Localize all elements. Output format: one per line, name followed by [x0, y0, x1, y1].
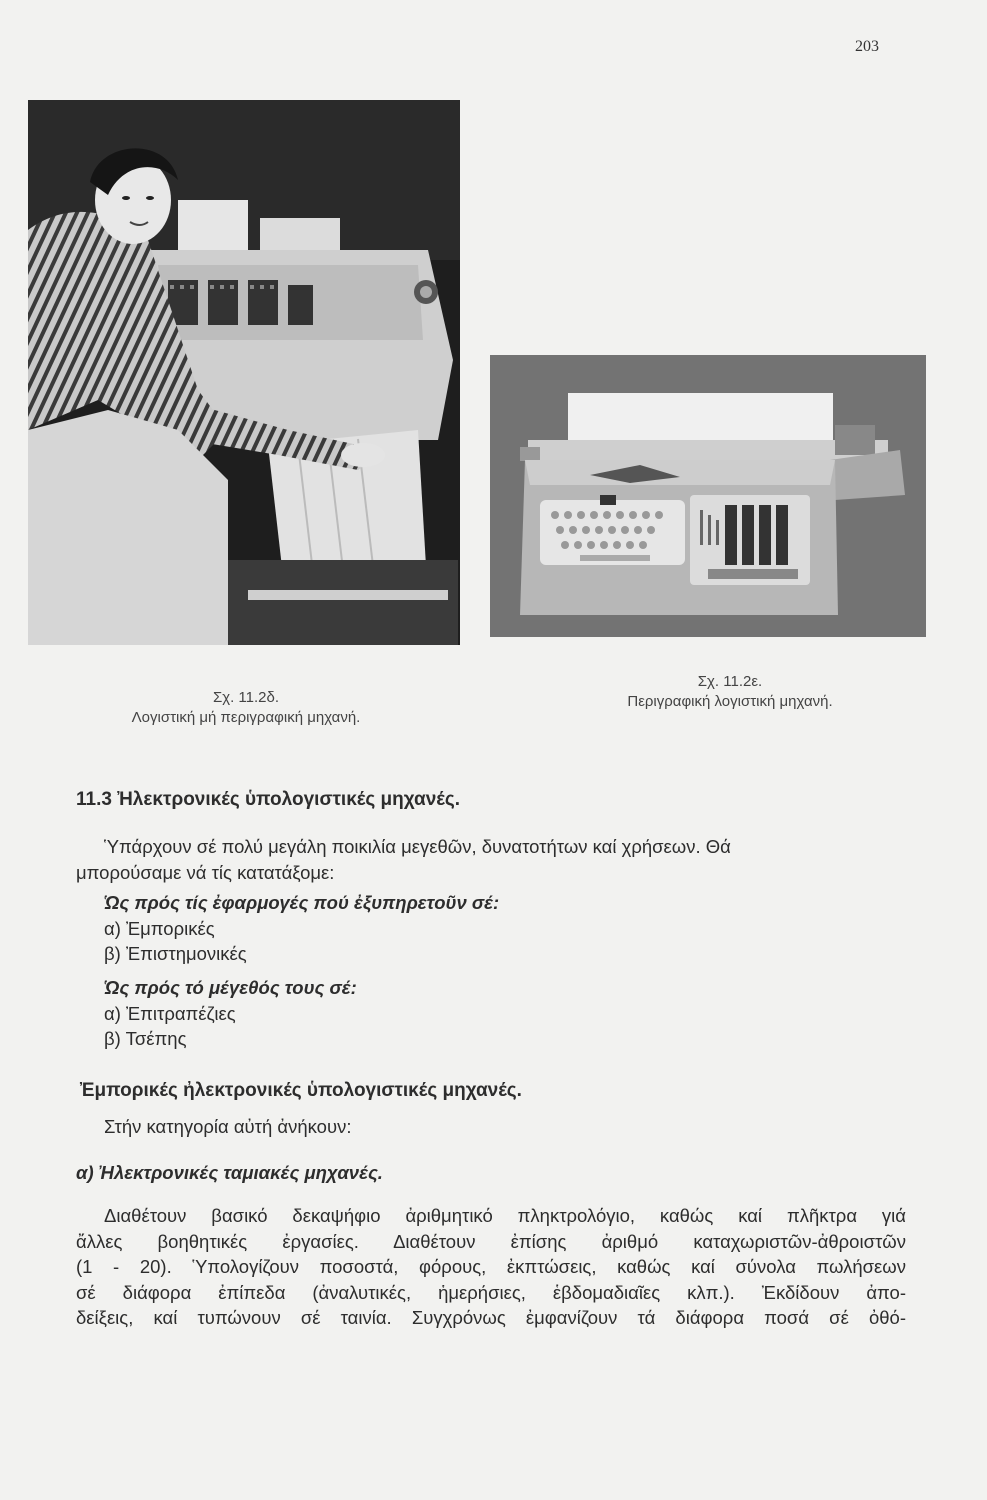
list-item: α) Ἐπιτραπέζιες: [104, 1002, 236, 1024]
section-heading: 11.3 Ἠλεκτρονικές ὑπολογιστικές μηχανές.: [76, 789, 460, 810]
paragraph-line: μπορούσαμε νά τίς κατατάξομε:: [76, 861, 335, 883]
commercial-section: [76, 1078, 906, 1139]
cash-registers-paragraph: [76, 1203, 906, 1331]
cash-registers-subsection: [76, 1160, 906, 1186]
figure-caption-text: Λογιστική μή περιγραφική μηχανή.: [131, 709, 361, 726]
list-item: β) Τσέπης: [104, 1028, 187, 1049]
figure-descriptive-accounting-machine-photo: [490, 355, 926, 637]
figure-caption-text: Περιγραφική λογιστική μηχανή.: [627, 693, 833, 710]
page-number: 203: [855, 38, 879, 55]
paragraph-line: (1 - 20). Ὑπολογίζουν ποσοστά, φόρους, ἐκπτώσεις, καθώς καί σύνολα πωλήσεων: [76, 1256, 906, 1277]
figure-caption-left: [60, 688, 432, 728]
paragraph-line: Ὑπάρχουν σέ πολύ μεγάλη ποικιλία μεγεθῶν, δυνατοτήτων καί χρήσεων. Θά: [104, 836, 731, 857]
paragraph-line: δείξεις, καί τυπώνουν σέ ταινία. Συγχρόνως ἐμφανίζουν τά διάφορα ποσά σέ ὀθό-: [76, 1307, 906, 1328]
subheading: Ὡς πρός τό μέγεθός τους σέ:: [104, 977, 357, 998]
paragraph-line: Στήν κατηγορία αὐτή ἀνήκουν:: [104, 1115, 352, 1137]
subheading: Ὡς πρός τίς ἐφαρμογές πού ἐξυπηρετοῦν σέ:: [104, 892, 500, 913]
figure-label: Σχ. 11.2ε.: [697, 673, 763, 690]
paragraph-line: Διαθέτουν βασικό δεκαψήφιο ἀριθμητικό πληκτρολόγιο, καθώς καί πλῆκτρα γιά: [104, 1205, 906, 1226]
paragraph-line: σέ διάφορα ἐπίπεδα (ἀναλυτικές, ἡμερήσιες, ἑβδομαδιαῖες κλπ.). Ἐκδίδουν ἀπο-: [76, 1281, 906, 1303]
subheading: Ἐμπορικές ἠλεκτρονικές ὑπολογιστικές μηχανές.: [80, 1080, 522, 1101]
list-item: β) Ἐπιστημονικές: [104, 943, 247, 964]
paragraph-line: ἄλλες βοηθητικές ἐργασίες. Διαθέτουν ἐπίσης ἀριθμό καταχωριστῶν-ἀθροιστῶν: [76, 1230, 906, 1252]
figure-label: Σχ. 11.2δ.: [212, 689, 280, 706]
section-intro: [76, 834, 906, 885]
classification-by-application: [76, 890, 906, 967]
list-item: α) Ἐμπορικές: [104, 917, 215, 939]
subheading: α) Ἠλεκτρονικές ταμιακές μηχανές.: [76, 1162, 383, 1183]
classification-by-size: [76, 975, 906, 1052]
figure-accounting-machine-photo: [28, 100, 460, 645]
figure-caption-right: [540, 672, 920, 712]
